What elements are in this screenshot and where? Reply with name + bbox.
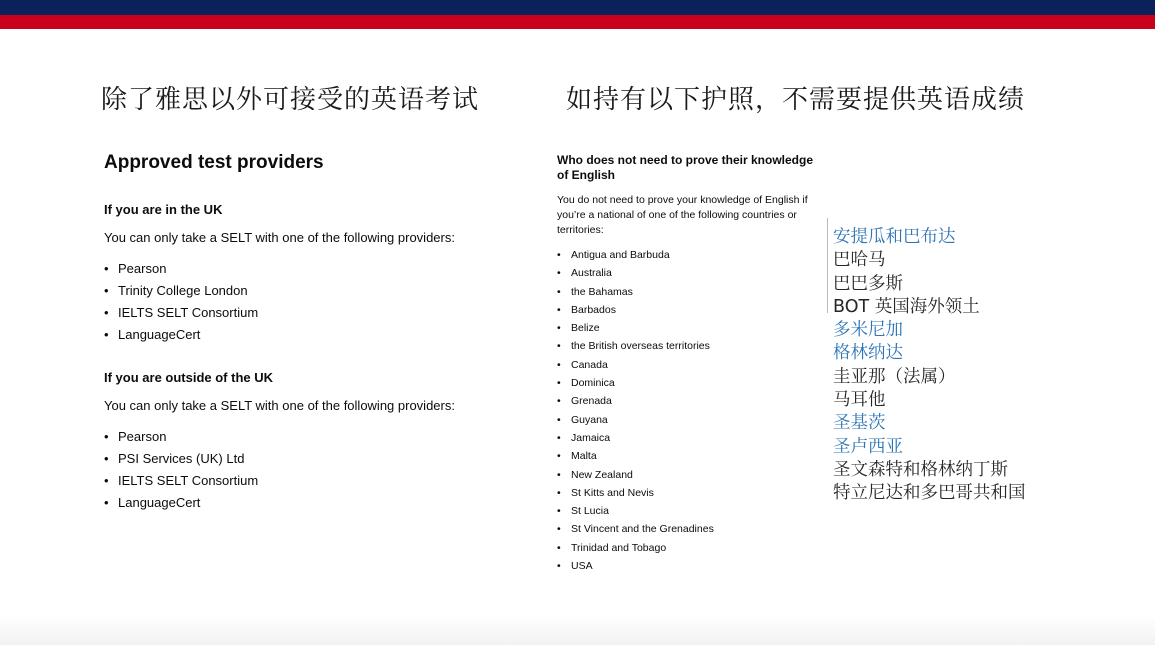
vertical-divider	[827, 218, 828, 313]
list-item: • St Lucia	[557, 502, 827, 520]
list-item: • Grenada	[557, 392, 827, 410]
list-item: • Australia	[557, 264, 827, 282]
chinese-country-list	[833, 226, 1026, 506]
list-item: • Pearson	[104, 258, 524, 280]
list-item: 圣卢西亚	[833, 436, 903, 457]
list-item: • Guyana	[557, 411, 827, 429]
in-uk-provider-list	[104, 258, 524, 346]
list-item: • LanguageCert	[104, 492, 524, 514]
list-item: • Pearson	[104, 426, 524, 448]
list-item: • the British overseas territories	[557, 337, 827, 355]
list-item: • Trinity College London	[104, 280, 524, 302]
exempt-country-list	[557, 246, 827, 575]
list-item: • Malta	[557, 447, 827, 465]
list-item: 多米尼加	[833, 320, 903, 341]
list-item: • Canada	[557, 356, 827, 374]
providers-title: Approved test providers	[104, 152, 324, 173]
heading-accepted-tests: 除了雅思以外可接受的英语考试	[101, 85, 480, 115]
footer-fade	[0, 615, 1155, 645]
list-item: 圭亚那（法属）	[833, 366, 956, 387]
list-item: • Barbados	[557, 301, 827, 319]
header-band-navy	[0, 0, 1155, 15]
list-item: • St Kitts and Nevis	[557, 484, 827, 502]
list-item: • LanguageCert	[104, 324, 524, 346]
outside-uk-heading: If you are outside of the UK	[104, 370, 274, 385]
heading-passport-exemption: 如持有以下护照，不需要提供英语成绩	[566, 85, 1026, 115]
outside-uk-provider-list	[104, 426, 524, 514]
list-item: 格林纳达	[833, 343, 903, 364]
list-item: 圣基茨	[833, 413, 886, 434]
list-item: 特立尼达和多巴哥共和国	[833, 483, 1026, 504]
list-item: • Belize	[557, 319, 827, 337]
header-band-red	[0, 15, 1155, 29]
in-uk-intro: You can only take a SELT with one of the following providers:	[104, 230, 455, 245]
list-item: • Trinidad and Tobago	[557, 539, 827, 557]
list-item: • PSI Services (UK) Ltd	[104, 448, 524, 470]
list-item: • New Zealand	[557, 466, 827, 484]
exemption-intro: You do not need to prove your knowledge of English if you’re a national of one of the following countries or territories:	[557, 194, 808, 236]
list-item: • Antigua and Barbuda	[557, 246, 827, 264]
approved-providers-section	[104, 152, 524, 538]
list-item: • St Vincent and the Grenadines	[557, 520, 827, 538]
list-item: • the Bahamas	[557, 283, 827, 301]
list-item: 马耳他	[833, 390, 886, 411]
in-uk-heading: If you are in the UK	[104, 202, 223, 217]
outside-uk-intro: You can only take a SELT with one of the following providers:	[104, 398, 455, 413]
list-item: BOT 英国海外领土	[833, 296, 980, 317]
list-item: 安提瓜和巴布达	[833, 227, 956, 247]
list-item: • IELTS SELT Consortium	[104, 302, 524, 324]
exemption-section	[557, 153, 827, 575]
list-item: 圣文森特和格林纳丁斯	[833, 459, 1008, 480]
list-item: • Jamaica	[557, 429, 827, 447]
list-item: • IELTS SELT Consortium	[104, 470, 524, 492]
list-item: • USA	[557, 557, 827, 575]
exemption-title: Who does not need to prove their knowledge of English	[557, 153, 814, 182]
list-item: 巴哈马	[833, 250, 886, 271]
list-item: 巴巴多斯	[833, 273, 903, 294]
list-item: • Dominica	[557, 374, 827, 392]
